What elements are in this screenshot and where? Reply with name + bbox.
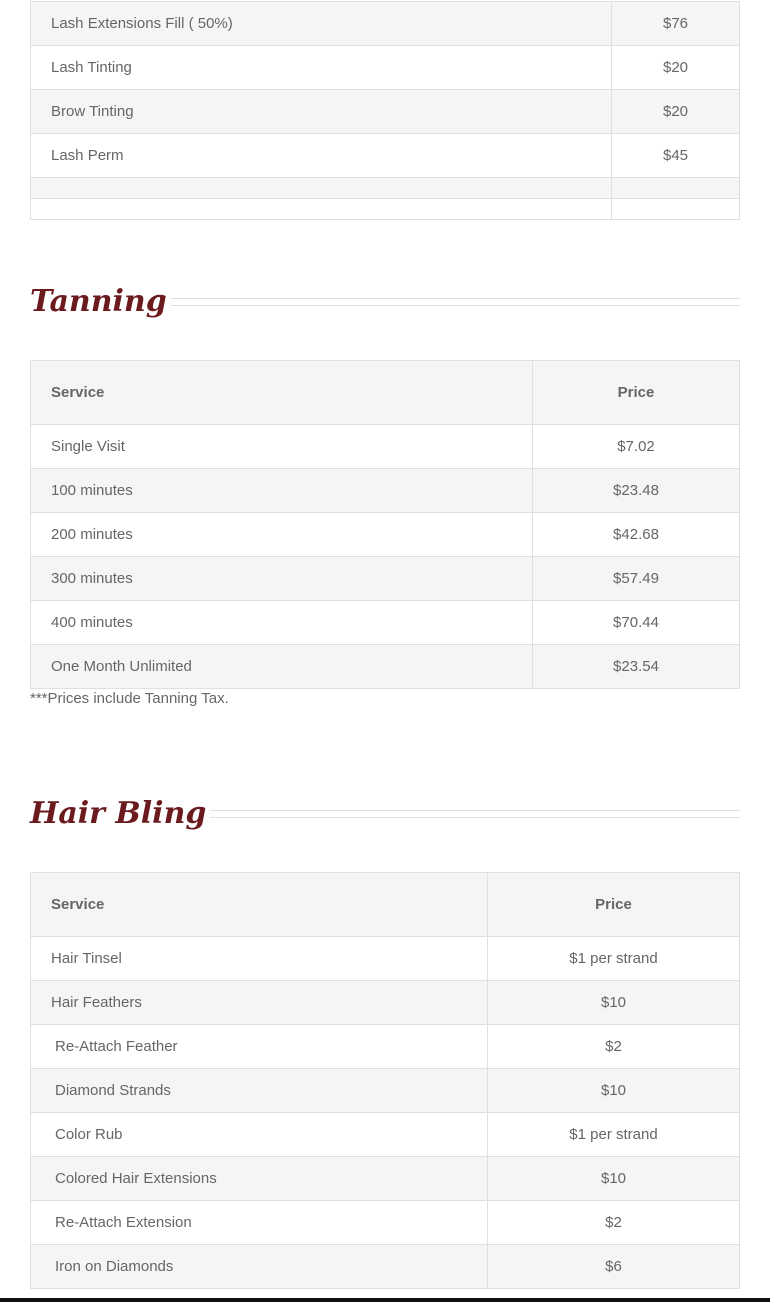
- service-cell: 100 minutes: [31, 469, 533, 513]
- price-cell: $10: [488, 981, 740, 1025]
- service-cell: Colored Hair Extensions: [31, 1157, 488, 1201]
- service-cell: Re-Attach Feather: [31, 1025, 488, 1069]
- price-cell: $6: [488, 1245, 740, 1289]
- empty-cell: [612, 178, 740, 199]
- table-row: [31, 1069, 740, 1113]
- service-cell: 300 minutes: [31, 557, 533, 601]
- table-row: [31, 90, 740, 134]
- hair-bling-price-table: [30, 872, 740, 1289]
- table-row: [31, 601, 740, 645]
- table-row: [31, 981, 740, 1025]
- empty-cell: [31, 178, 612, 199]
- service-cell: Hair Feathers: [31, 981, 488, 1025]
- price-cell: $23.48: [533, 469, 740, 513]
- price-cell: $42.68: [533, 513, 740, 557]
- tanning-section-heading: [30, 281, 740, 321]
- service-cell: Color Rub: [31, 1113, 488, 1157]
- table-row: [31, 645, 740, 689]
- table-row: [31, 1201, 740, 1245]
- table-header-row: [31, 361, 740, 425]
- price-cell: $23.54: [533, 645, 740, 689]
- table-row: [31, 46, 740, 90]
- price-column-header: Price: [533, 361, 740, 425]
- service-cell: Lash Extensions Fill ( 50%): [31, 2, 612, 46]
- service-cell: Lash Tinting: [31, 46, 612, 90]
- price-cell: $10: [488, 1069, 740, 1113]
- table-row: [31, 513, 740, 557]
- service-cell: Lash Perm: [31, 134, 612, 178]
- service-cell: Single Visit: [31, 425, 533, 469]
- tanning-tax-note: ***Prices include Tanning Tax.: [30, 690, 229, 707]
- price-cell: $45: [612, 134, 740, 178]
- price-cell: $1 per strand: [488, 1113, 740, 1157]
- hair-bling-section-heading: [30, 793, 740, 833]
- service-cell: 200 minutes: [31, 513, 533, 557]
- price-cell: $2: [488, 1201, 740, 1245]
- service-column-header: Service: [31, 873, 488, 937]
- service-cell: Iron on Diamonds: [31, 1245, 488, 1289]
- price-cell: $20: [612, 90, 740, 134]
- table-row: [31, 1157, 740, 1201]
- section-title: Tanning: [30, 283, 167, 319]
- heading-divider: [171, 298, 740, 306]
- table-row: [31, 1025, 740, 1069]
- table-row: [31, 1245, 740, 1289]
- service-cell: Re-Attach Extension: [31, 1201, 488, 1245]
- price-cell: $1 per strand: [488, 937, 740, 981]
- tanning-price-table: [30, 360, 740, 689]
- table-row: [31, 469, 740, 513]
- empty-row: [31, 199, 740, 220]
- price-cell: $7.02: [533, 425, 740, 469]
- service-cell: Hair Tinsel: [31, 937, 488, 981]
- service-cell: 400 minutes: [31, 601, 533, 645]
- empty-cell: [31, 199, 612, 220]
- bottom-edge-bar: [0, 1298, 770, 1302]
- section-title: Hair Bling: [30, 795, 207, 831]
- lash-price-table: [30, 1, 740, 220]
- empty-cell: [612, 199, 740, 220]
- table-header-row: [31, 873, 740, 937]
- table-row: [31, 2, 740, 46]
- service-cell: One Month Unlimited: [31, 645, 533, 689]
- price-cell: $10: [488, 1157, 740, 1201]
- service-cell: Brow Tinting: [31, 90, 612, 134]
- table-row: [31, 425, 740, 469]
- price-cell: $76: [612, 2, 740, 46]
- price-cell: $70.44: [533, 601, 740, 645]
- table-row: [31, 1113, 740, 1157]
- price-cell: $20: [612, 46, 740, 90]
- service-column-header: Service: [31, 361, 533, 425]
- heading-divider: [210, 810, 740, 818]
- service-cell: Diamond Strands: [31, 1069, 488, 1113]
- table-row: [31, 134, 740, 178]
- price-cell: $57.49: [533, 557, 740, 601]
- table-row: [31, 557, 740, 601]
- price-cell: $2: [488, 1025, 740, 1069]
- price-column-header: Price: [488, 873, 740, 937]
- table-row: [31, 937, 740, 981]
- empty-row: [31, 178, 740, 199]
